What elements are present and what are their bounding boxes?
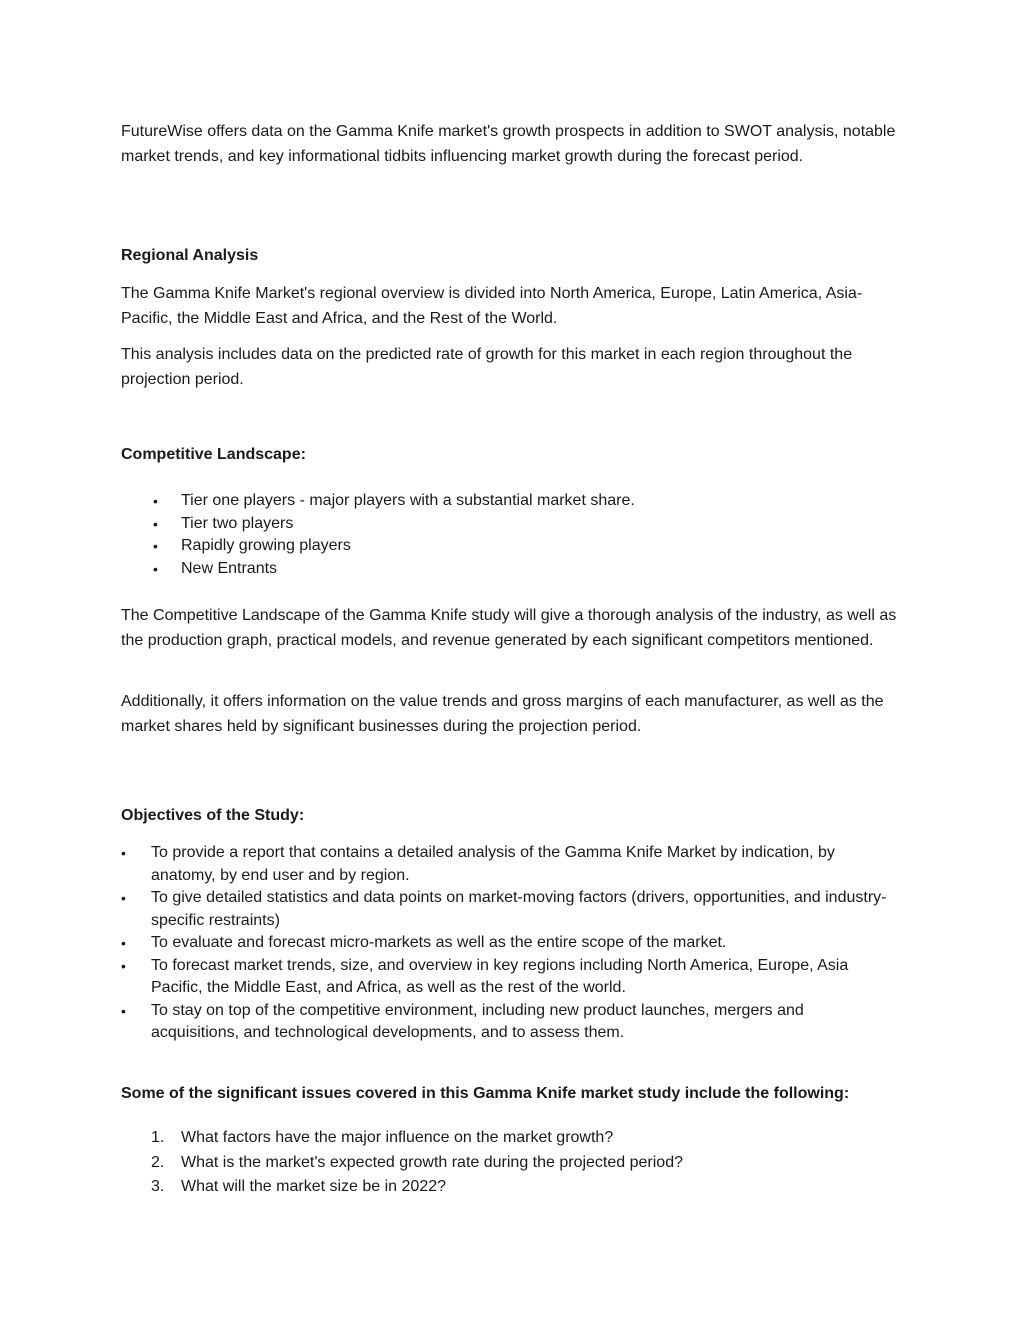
bullet-icon: •: [121, 845, 126, 861]
regional-paragraph-2: This analysis includes data on the predicted rate of growth for this market in each region throughout the projection period.: [121, 346, 853, 388]
regional-analysis-heading: Regional Analysis: [121, 247, 259, 264]
list-item-number: 1.: [151, 1129, 165, 1146]
competitive-paragraph-1: The Competitive Landscape of the Gamma Knife study will give a thorough analysis of the industry, as well as the production graph, practical models, and revenue generated by each significant competitors mentioned.: [121, 607, 897, 649]
list-item-text: Rapidly growing players: [181, 537, 351, 555]
list-item-text: Tier one players - major players with a substantial market share.: [181, 492, 635, 509]
bullet-icon: •: [121, 957, 126, 974]
list-item-text: To evaluate and forecast micro-markets as well as the entire scope of the market.: [151, 934, 727, 951]
intro-paragraph: FutureWise offers data on the Gamma Knife market's growth prospects in addition to SWOT analysis, notable market trends, and key informational tidbits influencing market growth during the forecast period.: [121, 123, 896, 165]
list-item-text: What will the market size be in 2022?: [181, 1178, 447, 1195]
list-item: [121, 513, 901, 536]
list-item: [121, 955, 891, 1000]
list-item: [121, 1126, 891, 1151]
objectives-list: [121, 842, 891, 1045]
list-item-text: To forecast market trends, size, and overview in key regions including North America, Europe, Asia Pacific, the Middle East, and Africa, as well as the rest of the world.: [151, 956, 849, 996]
list-item: [121, 490, 901, 513]
bullet-icon: •: [153, 538, 158, 555]
list-item-text: New Entrants: [181, 559, 278, 577]
competitive-paragraph-2: Additionally, it offers information on the value trends and gross margins of each manufacturer, as well as the market shares held by significant businesses during the projection period.: [121, 693, 884, 735]
list-item-text: To provide a report that contains a detailed analysis of the Gamma Knife Market by indication, by anatomy, by end user and by region.: [151, 844, 835, 884]
list-item: [121, 1175, 891, 1200]
list-item-text: To give detailed statistics and data points on market-moving factors (drivers, opportunities, and industry-specific restraints): [151, 889, 887, 929]
issues-list: [121, 1126, 891, 1200]
competitive-landscape-heading: Competitive Landscape:: [121, 446, 306, 463]
list-item: [121, 558, 901, 581]
list-item: [121, 535, 901, 558]
list-item: [121, 1151, 891, 1176]
bullet-icon: •: [121, 935, 126, 951]
issues-heading: Some of the significant issues covered in this Gamma Knife market study include the following:: [121, 1085, 850, 1102]
list-item-number: 3.: [151, 1178, 165, 1195]
objectives-heading: Objectives of the Study:: [121, 807, 305, 824]
list-item: [121, 887, 891, 932]
list-item-text: Tier two players: [181, 514, 294, 532]
bullet-icon: •: [153, 515, 158, 532]
list-item-text: What is the market's expected growth rate during the projected period?: [181, 1153, 683, 1171]
list-item: [121, 842, 891, 887]
bullet-icon: •: [121, 1002, 126, 1019]
regional-paragraph-1: The Gamma Knife Market's regional overview is divided into North America, Europe, Latin America, Asia-Pacific, the Middle East and Africa, and the Rest of the World.: [121, 285, 863, 327]
competitive-tier-list: [121, 490, 901, 580]
list-item: [121, 932, 891, 955]
bullet-icon: •: [153, 560, 158, 577]
list-item-number: 2.: [151, 1153, 165, 1171]
list-item-text: To stay on top of the competitive environment, including new product launches, mergers and acquisitions, and technological developments, and to assess them.: [151, 1001, 804, 1041]
list-item: [121, 1000, 891, 1045]
bullet-icon: •: [121, 890, 126, 906]
bullet-icon: •: [153, 493, 158, 509]
list-item-text: What factors have the major influence on the market growth?: [181, 1129, 614, 1146]
